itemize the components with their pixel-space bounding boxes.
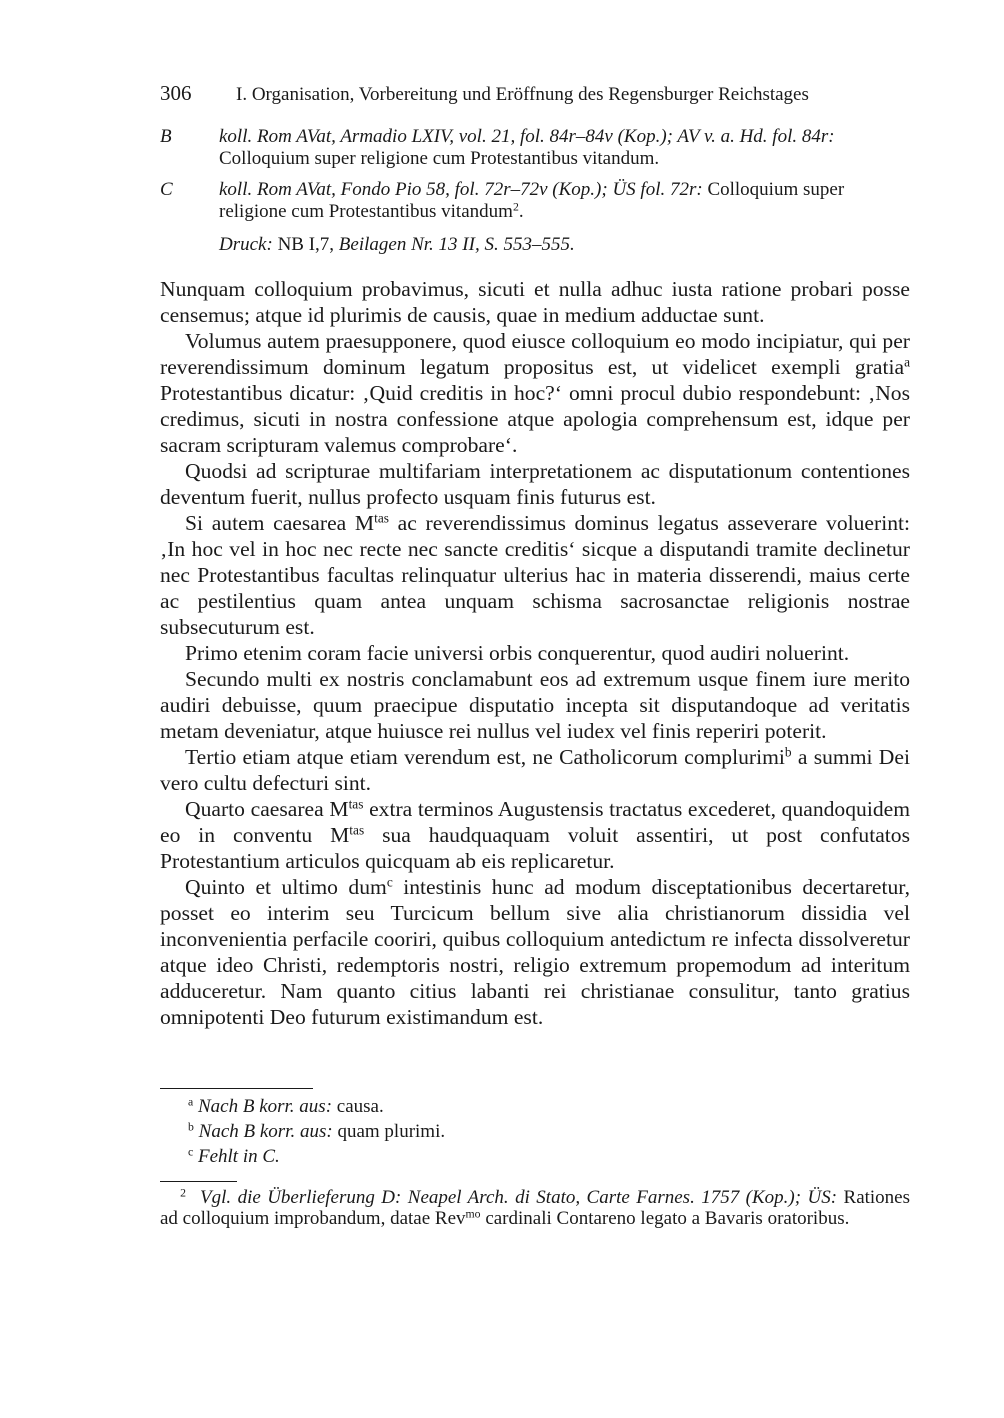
paragraph: Quodsi ad scripturae multifariam interpretationem ac disputationum contentiones deventum fuerit, nullus profecto usquam finis futurus est. bbox=[160, 459, 910, 509]
note-marker: a bbox=[904, 354, 910, 370]
source-entry-b bbox=[160, 126, 910, 170]
text-note: $^b$ Nach B korr. aus: quam plurimi. bbox=[188, 1120, 446, 1142]
source-archive: koll. Rom AVat, Armadio LXIV, vol. 21, fol. 84r–84v (Kop.); AV v. a. Hd. fol. 84r: bbox=[219, 126, 835, 147]
paragraph: Primo etenim coram facie universi orbis conquerentur, quod audiri noluerint. bbox=[185, 641, 850, 665]
footnote-ref: 2 bbox=[512, 200, 519, 214]
source-title: Colloquium super religione cum Protestantibus vitandum bbox=[219, 179, 845, 222]
source-title: Colloquium super religione cum Protestantibus vitandum. bbox=[219, 148, 660, 169]
paragraph: Tertio etiam atque etiam verendum est, ne Catholicorum complurimi$^b$ a summi Dei vero cultu defecturi sint. bbox=[160, 744, 910, 795]
note-marker: c bbox=[386, 874, 393, 890]
paragraph: Si autem caesarea $M^{tas}$ ac reverendissimus dominus legatus asseverare voluerint: ‚In hoc vel in hoc nec recte nec sancte creditis‘ sicque a disputandi tramite declinetur nec Protestantibus facultas relinquatur ulterius hac in materia disserendi, maius certe ac pestilentius quam antea unquam schisma sacrosanctae religionis nostrae subsecuturum est. bbox=[160, 510, 910, 639]
page-number: 306 bbox=[160, 81, 192, 105]
source-siglum: B bbox=[160, 126, 172, 147]
footnote-number: 2 bbox=[180, 1186, 186, 1200]
source-description bbox=[219, 126, 910, 170]
print-entry bbox=[160, 234, 910, 256]
footnote-citation: Vgl. die Überlieferung D: Neapel Arch. di Stato, Carte Farnes. 1757 (Kop.); ÜS: bbox=[200, 1187, 838, 1208]
print-ref: NB I,7, bbox=[277, 234, 335, 255]
notes-divider bbox=[160, 1088, 313, 1089]
print-supplement: Beilagen Nr. 13 II, S. 553–555. bbox=[338, 234, 575, 255]
text-note: $^a$ Nach B korr. aus: causa. bbox=[188, 1095, 384, 1117]
footnote: $^2$ Vgl. die Überlieferung D: Neapel Arch. di Stato, Carte Farnes. 1757 (Kop.); ÜS: Rationes ad colloquium improbandum, datae Rev$^{mo}$ cardinali Contareno legato a Bavaris oratoribus. bbox=[160, 1186, 911, 1229]
source-archive: koll. Rom AVat, Fondo Pio 58, fol. 72r–72v (Kop.); ÜS fol. 72r: bbox=[219, 179, 703, 200]
paragraph: Quinto et ultimo dum$^c$ intestinis hunc ad modum disceptationibus decertaretur, posset eo interim seu Turcicum bellum sive alia christianorum dissidia vel inconvenientia perfacile cooriri, quibus colloquium antedictum re infecta dissolveretur atque ideo Christi, redemptoris nostri, religio extremum propemodum ad interitum adduceretur. Nam quanto citius labanti rei christianae consulitur, tanto gratius omnipotenti Deo futurum existimandum est. bbox=[160, 874, 910, 1029]
source-siglum: C bbox=[160, 179, 173, 200]
paragraph: Quarto caesarea $M^{tas}$ extra terminos Augustensis tractatus excederet, quandoquidem eo in conventu $M^{tas}$ sua haudquaquam voluit assentiri, ut post confutatos Protestantium articulos quicquam ab eis replicaretur. bbox=[160, 796, 910, 873]
paragraph: Volumus autem praesupponere, quod eiusce colloquium eo modo incipiatur, qui per reverendissimum dominum legatum propositus est, ut videlicet exempli gratia$^a$ Protestantibus dicatur: ‚Quid creditis in hoc?‘ omni procul dubio respondebunt: ‚Nos credimus, sicuti in nostra confessione atque apologia comprehensum est, idque per sacram scripturam valemus comprobare‘. bbox=[160, 329, 910, 457]
text-note: $^c$ Fehlt in C. bbox=[188, 1145, 280, 1167]
note-marker: b bbox=[784, 744, 792, 760]
paragraph: Nunquam colloquium probavimus, sicuti et nulla adhuc iusta ratione probari posse censemus; atque id plurimis de causis, quae in medium adductae sunt. bbox=[160, 277, 910, 327]
text-critical-notes bbox=[188, 1094, 910, 1169]
print-label: Druck: bbox=[219, 234, 273, 255]
source-description: koll. Rom AVat, Fondo Pio 58, fol. 72r–72v (Kop.); ÜS fol. 72r: Colloquium super religione cum Protestantibus vitandum$^2$. bbox=[219, 179, 845, 222]
source-entry-c bbox=[160, 179, 910, 223]
paragraph: Secundo multi ex nostris conclamabunt eos ad extremum usque finem iure merito audiri debuisse, quum praecipue disputatio incepta sit disputandoque ad veritatis metam deveniatur, atque huiusce rei nullus vel iudex vel finis reperiri poterit. bbox=[160, 667, 910, 743]
running-title: I. Organisation, Vorbereitung und Eröffnung des Regensburger Reichstages bbox=[236, 84, 809, 105]
footnote-divider bbox=[160, 1181, 237, 1182]
running-header bbox=[160, 80, 910, 108]
main-text bbox=[160, 276, 910, 1030]
